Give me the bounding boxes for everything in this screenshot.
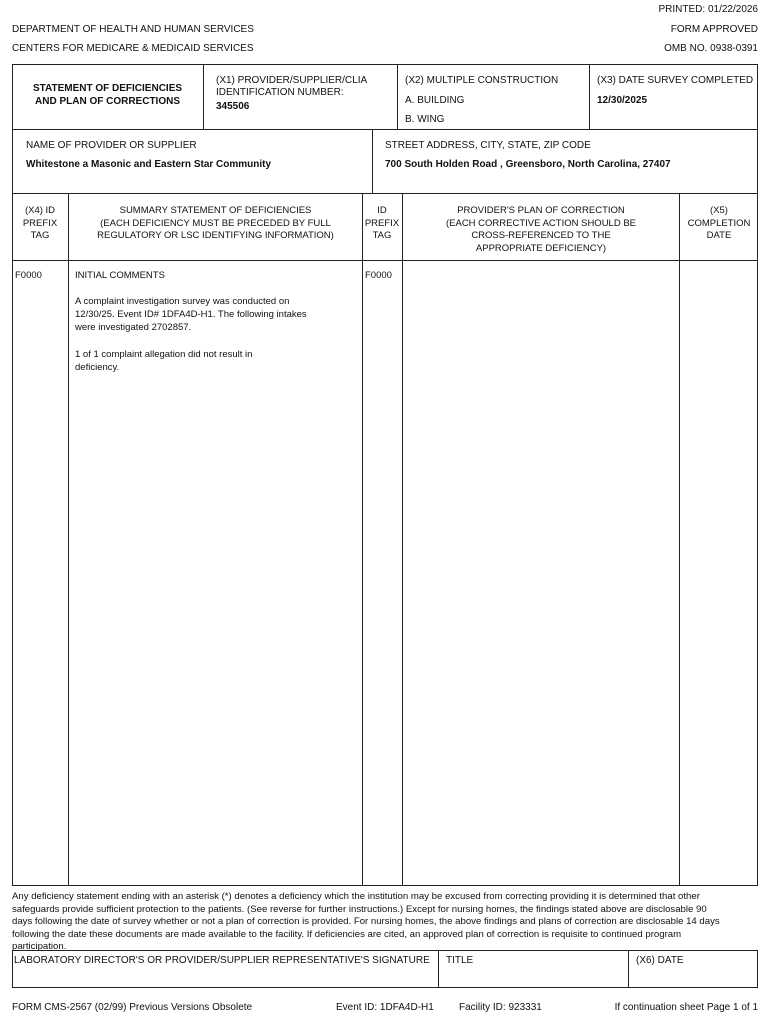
x5-header-line: COMPLETION — [687, 217, 751, 229]
survey-date-value: 12/30/2025 — [597, 95, 648, 106]
divider — [589, 64, 590, 129]
page-indicator: If continuation sheet Page 1 of 1 — [614, 1002, 758, 1013]
divider — [679, 193, 680, 886]
tag-left: F0000 — [15, 270, 42, 281]
provider-name-label: NAME OF PROVIDER OR SUPPLIER — [26, 140, 197, 151]
divider — [68, 193, 69, 886]
footnote-line: participation. — [12, 941, 67, 953]
department-name: DEPARTMENT OF HEALTH AND HUMAN SERVICES — [12, 24, 254, 35]
signature-label: LABORATORY DIRECTOR'S OR PROVIDER/SUPPLIER REPRESENTATIVE'S SIGNATURE — [14, 955, 430, 966]
x2-label: (X2) MULTIPLE CONSTRUCTION — [405, 75, 559, 86]
divider — [438, 950, 439, 988]
divider — [12, 260, 758, 261]
comments-paragraph-1 — [75, 295, 307, 334]
divider — [12, 129, 758, 130]
divider — [397, 64, 398, 129]
facility-id: Facility ID: 923331 — [459, 1002, 542, 1013]
building-label: A. BUILDING — [405, 95, 465, 106]
plan-header-line: APPROPRIATE DEFICIENCY) — [475, 242, 607, 254]
divider — [12, 193, 758, 194]
footnote-line: following the date these documents are made available to the facility. If deficiencies are cited, an approved plan of correction is requisite to continued program — [12, 928, 682, 940]
x4-header — [12, 205, 68, 243]
paragraph-line: A complaint investigation survey was conducted on — [75, 296, 290, 307]
address-label: STREET ADDRESS, CITY, STATE, ZIP CODE — [385, 140, 591, 151]
footnote-line: days following the date of survey whether or not a plan of correction is provided. For nursing homes, the above findings and plans of correction are disclosable 14 days — [12, 916, 720, 928]
id-header-line: PREFIX — [364, 217, 400, 229]
divider — [402, 193, 403, 886]
statement-title-line1: STATEMENT OF DEFICIENCIES — [32, 83, 183, 94]
wing-label: B. WING — [405, 114, 445, 125]
x3-label: (X3) DATE SURVEY COMPLETED — [597, 75, 754, 86]
plan-header-line: PROVIDER'S PLAN OF CORRECTION — [457, 205, 625, 216]
x5-header-line: (X5) — [710, 205, 728, 216]
event-id: Event ID: 1DFA4D-H1 — [336, 1002, 434, 1013]
id-header-line: ID — [377, 205, 387, 216]
plan-header — [403, 205, 679, 255]
summary-header-line: REGULATORY OR LSC IDENTIFYING INFORMATION) — [97, 230, 334, 241]
comments-title: INITIAL COMMENTS — [75, 270, 165, 281]
paragraph-line: 1 of 1 complaint allegation did not result in — [75, 349, 253, 360]
x5-header — [680, 205, 758, 243]
provider-name-value: Whitestone a Masonic and Eastern Star Community — [26, 159, 272, 170]
summary-header-line: (EACH DEFICIENCY MUST BE PRECEDED BY FULL — [100, 217, 331, 229]
footnote-line: safeguards provide sufficient protection to the patients. (See reverse for further instructions.) Except for nursing homes, the findings stated above are disclosable 90 — [12, 903, 707, 915]
address-value: 700 South Holden Road , Greensboro, North Carolina, 27407 — [385, 159, 671, 170]
title-label: TITLE — [446, 955, 474, 966]
x4-header-line: TAG — [30, 230, 50, 241]
printed-date: PRINTED: 01/22/2026 — [658, 4, 758, 15]
provider-id-value: 345506 — [216, 101, 250, 112]
statement-title — [14, 82, 201, 108]
divider — [203, 64, 204, 129]
paragraph-line: 12/30/25. Event ID# 1DFA4D-H1. The following intakes — [75, 309, 307, 320]
comments-paragraph-2 — [75, 348, 252, 374]
form-frame — [12, 64, 758, 886]
x1-label — [216, 75, 367, 99]
divider — [362, 193, 363, 886]
x4-header-line: PREFIX — [22, 217, 58, 229]
divider — [628, 950, 629, 988]
statement-title-line2: AND PLAN OF CORRECTIONS — [35, 96, 180, 107]
id-header-line: TAG — [372, 230, 392, 241]
centers-name: CENTERS FOR MEDICARE & MEDICAID SERVICES — [12, 43, 254, 54]
divider — [372, 129, 373, 193]
summary-header-line: SUMMARY STATEMENT OF DEFICIENCIES — [119, 205, 312, 216]
footnote — [12, 891, 762, 954]
x5-header-line: DATE — [706, 230, 732, 241]
x1-label-line1: (X1) PROVIDER/SUPPLIER/CLIA — [216, 75, 368, 86]
id-header — [362, 205, 402, 243]
tag-right: F0000 — [365, 270, 392, 281]
x6-date-label: (X6) DATE — [636, 955, 684, 966]
x1-label-line2: IDENTIFICATION NUMBER: — [216, 87, 344, 98]
x4-header-line: (X4) ID — [24, 205, 56, 216]
footnote-line: Any deficiency statement ending with an asterisk (*) denotes a deficiency which the institution may be excused from correcting providing it is determined that other — [12, 891, 700, 902]
omb-number: OMB NO. 0938-0391 — [664, 43, 758, 54]
plan-header-line: CROSS-REFERENCED TO THE — [471, 230, 611, 241]
paragraph-line: deficiency. — [75, 362, 120, 373]
plan-header-line: (EACH CORRECTIVE ACTION SHOULD BE — [445, 217, 637, 229]
paragraph-line: were investigated 2702857. — [75, 322, 192, 333]
form-number: FORM CMS-2567 (02/99) Previous Versions Obsolete — [12, 1002, 253, 1013]
form-approved: FORM APPROVED — [670, 24, 758, 35]
summary-header — [69, 205, 362, 243]
